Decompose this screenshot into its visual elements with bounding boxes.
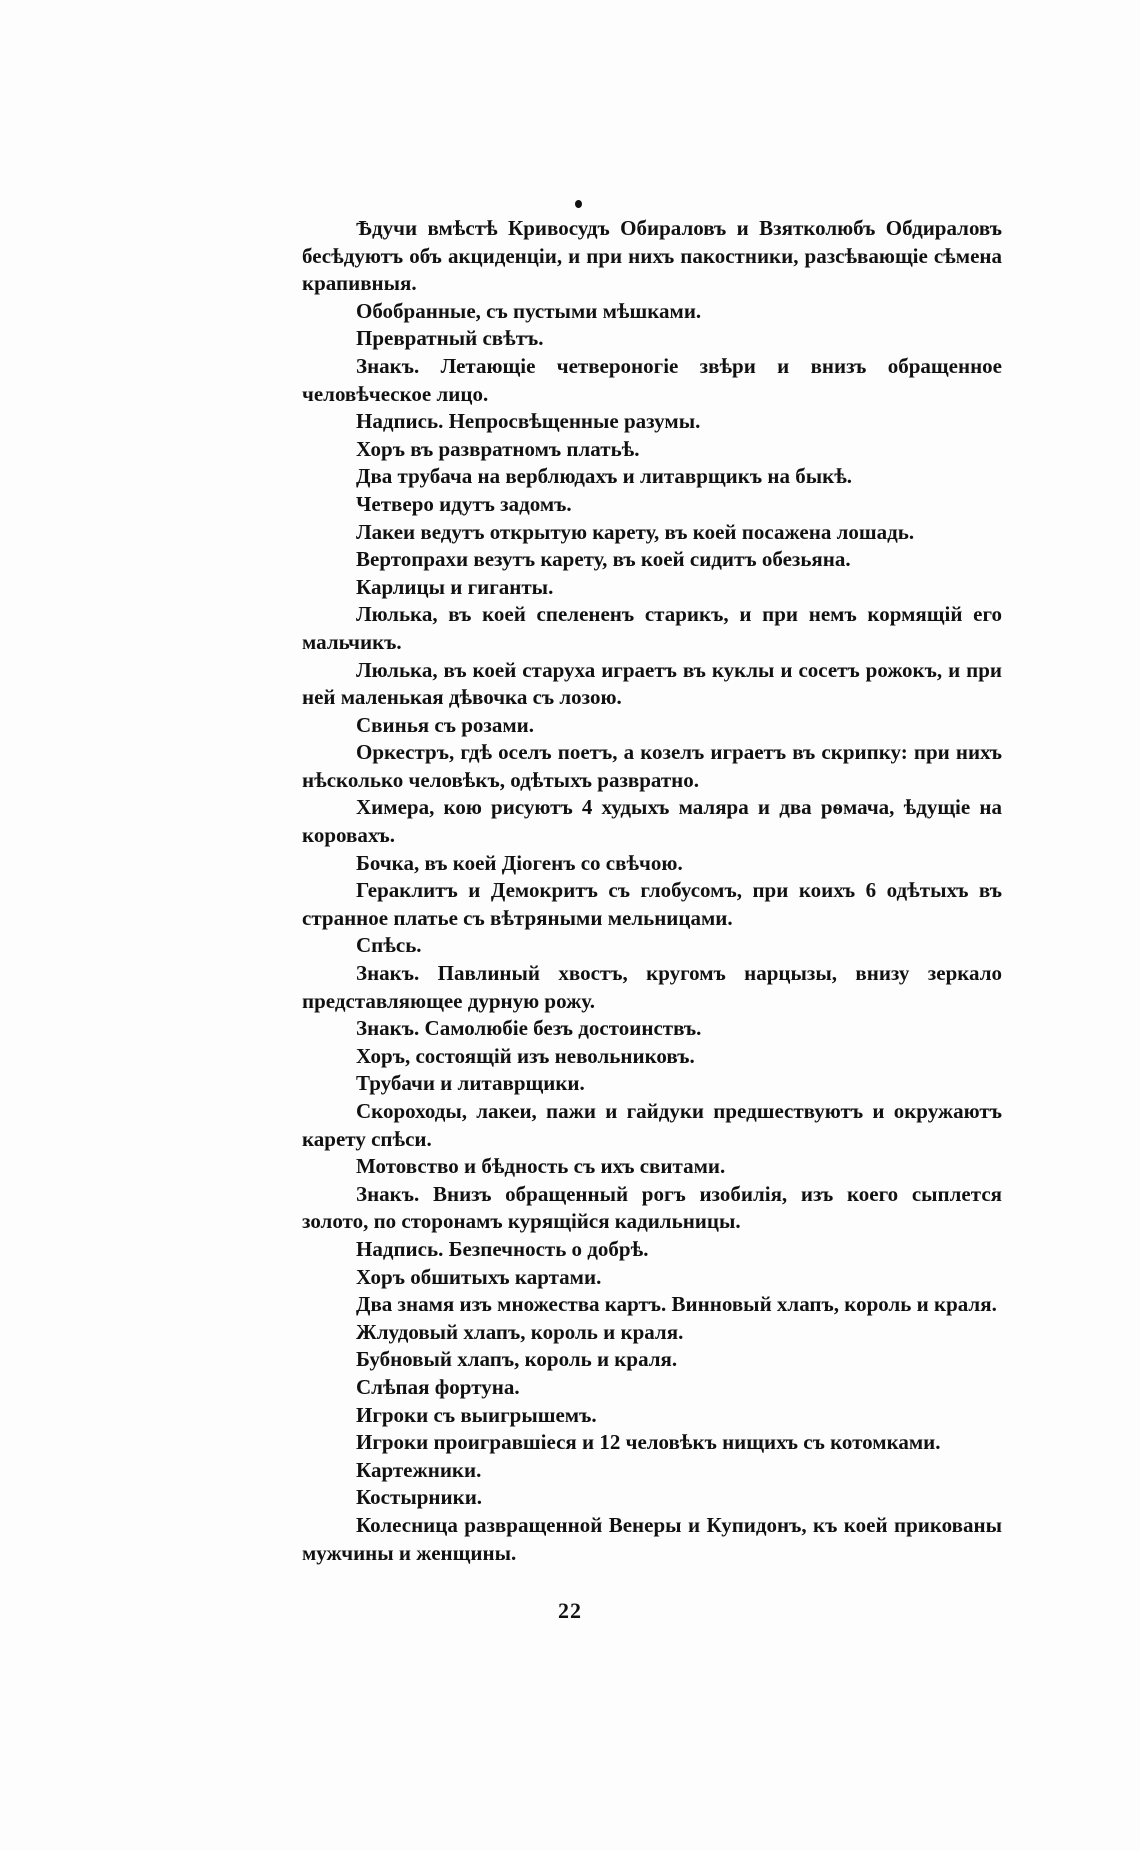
paragraph: Знакъ. Павлиный хвостъ, кругомъ нарцызы, внизу зеркало представляющее дурную рожу.: [302, 961, 1002, 1013]
paragraph: Четверо идутъ задомъ.: [356, 491, 572, 516]
paragraph: Химера, кою рисуютъ 4 худыхъ маляра и два рѳмача, ѣдущіе на коровахъ.: [302, 795, 1002, 848]
paragraph: Спѣсь.: [356, 933, 422, 958]
paragraph: Игроки съ выигрышемъ.: [356, 1402, 597, 1427]
paragraph: Лакеи ведутъ открытую карету, въ коей посажена лошадь.: [356, 519, 915, 544]
paragraph: Колесница развращенной Венеры и Купидонъ, къ коей прикованы мужчины и женщины.: [302, 1512, 1002, 1565]
paragraph: Игроки проигравшіеся и 12 человѣкъ нищихъ съ котомками.: [356, 1430, 941, 1455]
paragraph: Мотовство и бѣдность съ ихъ свитами.: [356, 1154, 726, 1179]
paragraph: Бубновый хлапъ, король и краля.: [356, 1347, 678, 1372]
paragraph: Скороходы, лакеи, пажи и гайдуки предшествуютъ и окружаютъ карету спѣси.: [302, 1099, 1002, 1151]
paragraph: Превратный свѣтъ.: [356, 326, 544, 351]
paragraph: Оркестръ, гдѣ оселъ поетъ, а козелъ играетъ въ скрипку: при нихъ нѣсколько человѣкъ, одѣтыхъ развратно.: [302, 740, 1002, 792]
page-text: [302, 215, 1002, 1567]
paragraph: Хоръ въ развратномъ платьѣ.: [356, 436, 640, 461]
paragraph: Хоръ обшитыхъ картами.: [356, 1264, 602, 1289]
paragraph: Надпись. Непросвѣщенные разумы.: [356, 409, 701, 434]
paragraph: Ѣдучи вмѣстѣ Кривосудъ Обираловъ и Взятколюбъ Обдираловъ бесѣдуютъ объ акциденціи, и при нихъ пакостники, разсѣвающіе сѣмена крапивныя.: [302, 216, 1002, 296]
paragraph: Люлька, въ коей спелененъ старикъ, и при немъ кормящій его мальчикъ.: [302, 602, 1002, 654]
paragraph: Обобранные, съ пустыми мѣшками.: [356, 298, 702, 323]
paragraph: Жлудовый хлапъ, король и краля.: [356, 1319, 684, 1344]
paragraph: Два трубача на верблюдахъ и литаврщикъ на быкѣ.: [356, 464, 853, 489]
paragraph: Люлька, въ коей старуха играетъ въ куклы и сосетъ рожокъ, и при ней маленькая дѣвочка съ лозою.: [302, 657, 1002, 710]
paragraph: Трубачи и литаврщики.: [356, 1071, 585, 1096]
printers-mark: [575, 200, 582, 208]
paragraph: Хоръ, состоящій изъ невольниковъ.: [356, 1043, 695, 1068]
paragraph: Гераклитъ и Демокритъ съ глобусомъ, при коихъ 6 одѣтыхъ въ странное платье съ вѣтряными мельницами.: [302, 878, 1002, 930]
paragraph: Свинья съ розами.: [356, 712, 535, 737]
page-number: 22: [558, 1598, 582, 1623]
paragraph: Вертопрахи везутъ карету, въ коей сидитъ обезьяна.: [356, 547, 851, 572]
paragraph: Знакъ. Внизъ обращенный рогъ изобилія, изъ коего сыплется золото, по сторонамъ курящійся кадильницы.: [302, 1181, 1002, 1234]
paragraph: Надпись. Безпечность о добрѣ.: [356, 1236, 649, 1261]
paragraph: Бочка, въ коей Діогенъ со свѣчою.: [356, 850, 683, 875]
paragraph: Картежники.: [356, 1457, 482, 1482]
paragraph: Костырники.: [356, 1485, 483, 1510]
paragraph: Карлицы и гиганты.: [356, 574, 554, 599]
paragraph: Знакъ. Летающіе четвероногіе звѣри и внизъ обращенное человѣческое лицо.: [302, 353, 1002, 406]
paragraph: Два знамя изъ множества картъ. Винновый хлапъ, король и краля.: [356, 1292, 997, 1317]
paragraph: Знакъ. Самолюбіе безъ достоинствъ.: [356, 1016, 702, 1041]
paragraph: Слѣпая фортуна.: [356, 1374, 520, 1399]
